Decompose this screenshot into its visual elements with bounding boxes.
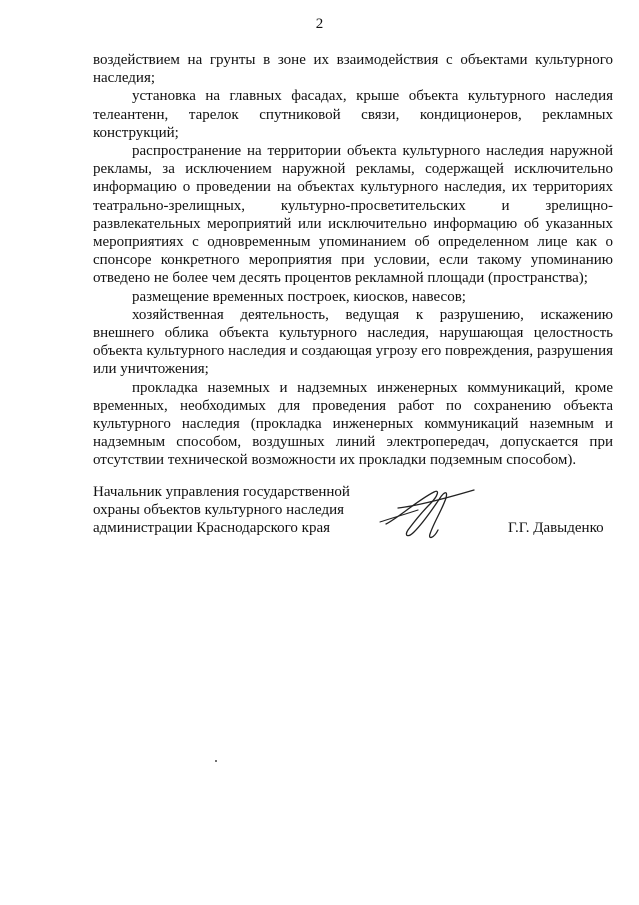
paragraph-item: размещение временных построек, киосков, навесов; [132,288,466,305]
paragraph-item: распространение на территории объекта культурного наследия наружной рекламы, за исключением наружной рекламы, содержащей исключительно информацию о проведении на объектах культурного наследия, их территориях театрально-зрелищных, культурно-просветительских и зрелищно-развлекательных мероприятий или исключительно информацию об указанных мероприятиях с одновременным упоминанием об определенном лице как о спонсоре конкретного мероприятия при условии, если такому упоминанию отведено не более чем десять процентов рекламной площади (пространства); [93,143,613,287]
paragraph-item: прокладка наземных и надземных инженерных коммуникаций, кроме временных, необходимых для проведения работ по сохранению объекта культурного наследия (прокладка инженерных коммуникаций наземным и надземным способом, воздушных линий электропередач, допускается при отсутствии технической возможности их прокладки подземным способом). [93,379,613,469]
page-number: 2 [315,16,324,32]
stray-dot [215,760,217,762]
signer-name: Г.Г. Давыденко [508,520,604,536]
paragraph-continuation: воздействием на грунты в зоне их взаимодействия с объектами культурного наследия; [93,52,613,87]
paragraph-item: установка на главных фасадах, крыше объекта культурного наследия телеантенн, тарелок спутниковой связи, кондиционеров, рекламных конструкций; [93,88,613,141]
signer-title-line: администрации Краснодарского края [93,520,331,537]
signer-title-line: Начальник управления государственной [93,484,350,500]
signer-title [93,483,373,538]
document-body [93,51,613,470]
signature-block [93,483,633,553]
paragraph-item: хозяйственная деятельность, ведущая к разрушению, искажению внешнего облика объекта культурного наследия, нарушающая целостность объекта культурного наследия и создающая угрозу его повреждения, разрушения или уничтожения; [93,306,613,378]
handwritten-signature [378,478,478,544]
signer-title-line: охраны объектов культурного наследия [93,502,345,519]
